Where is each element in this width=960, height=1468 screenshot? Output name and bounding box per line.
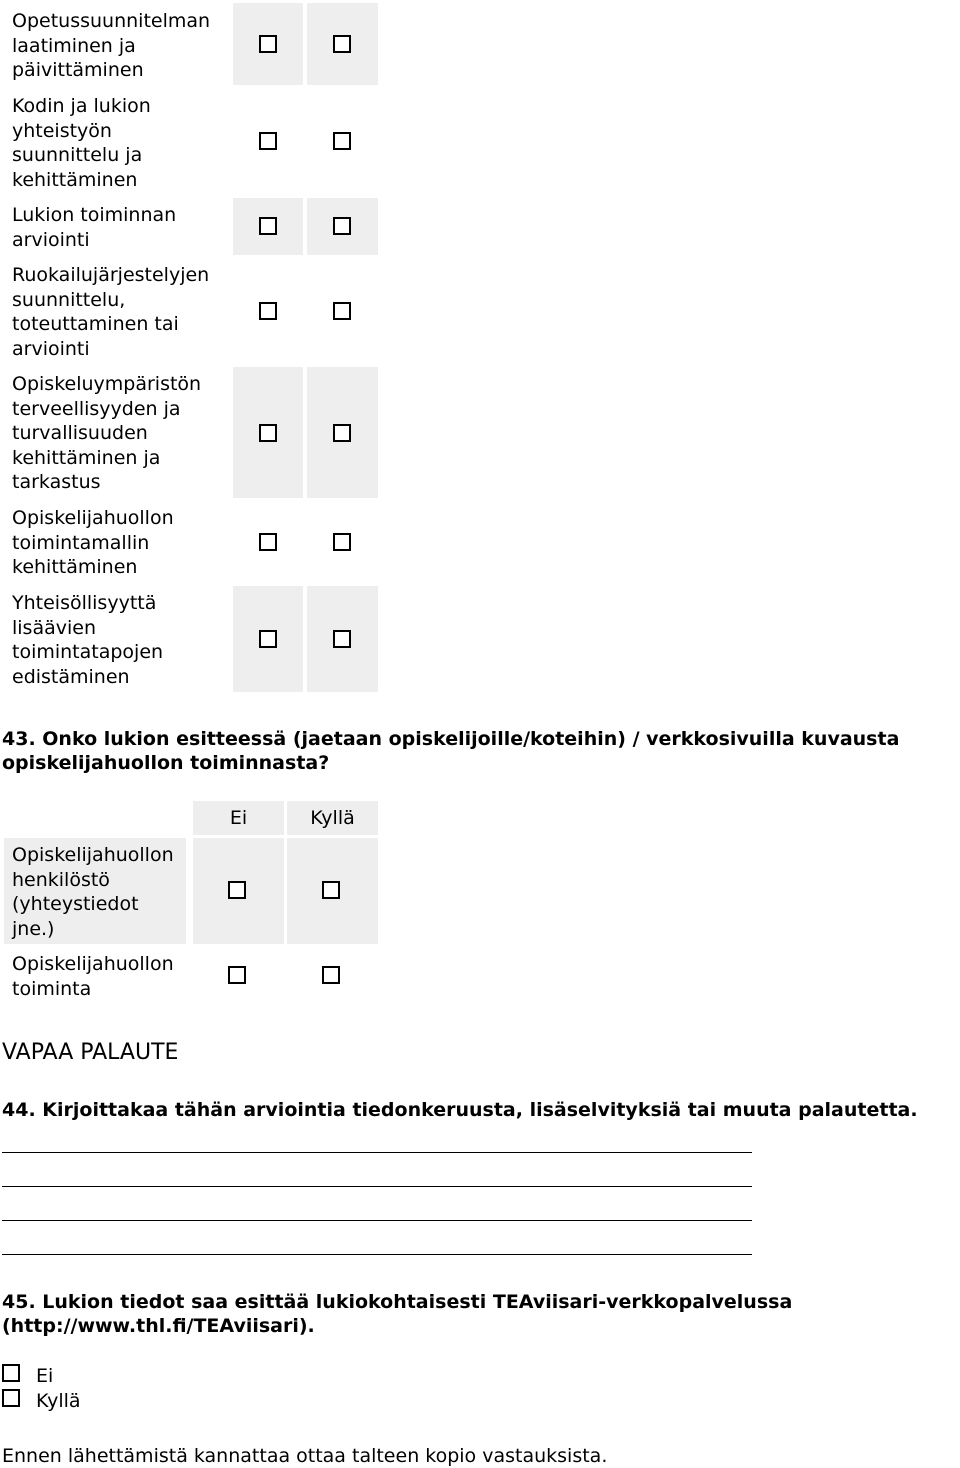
question-43: 43. Onko lukion esitteessä (jaetaan opiskelijoille/koteihin) / verkkosivuilla kuvausta opiskelijahuollon toiminnasta? <box>2 728 900 774</box>
checkbox-kylla[interactable] <box>322 966 340 984</box>
table1-row-label: Opiskeluympäristön terveellisyyden ja turvallisuuden kehittäminen ja tarkastus <box>12 373 202 493</box>
checkbox-ei[interactable] <box>2 1364 20 1382</box>
checkbox[interactable] <box>259 533 277 551</box>
checkbox[interactable] <box>259 302 277 320</box>
answer-line[interactable] <box>2 1254 752 1255</box>
answer-line[interactable] <box>2 1186 752 1187</box>
table1-row-label: Yhteisöllisyyttä lisäävien toimintatapojen edistäminen <box>12 592 164 688</box>
checkbox[interactable] <box>333 35 351 53</box>
table1-row-label: Ruokailujärjestelyjen suunnittelu, toteuttaminen tai arviointi <box>12 264 210 360</box>
checkbox[interactable] <box>333 302 351 320</box>
table1-row-label: Lukion toiminnan arviointi <box>12 204 177 251</box>
table2-row-label: Opiskelijahuollon toiminta <box>12 953 174 1000</box>
checkbox-ei[interactable] <box>228 881 246 899</box>
question-45: 45. Lukion tiedot saa esittää lukiokohtaisesti TEAviisari-verkkopalvelussa (http://www.thl.fi/TEAviisari). <box>2 1291 793 1337</box>
section-title: VAPAA PALAUTE <box>2 1040 179 1065</box>
checkbox[interactable] <box>333 630 351 648</box>
checkbox-kylla[interactable] <box>2 1389 20 1407</box>
checkbox[interactable] <box>259 217 277 235</box>
checkbox[interactable] <box>333 132 351 150</box>
checkbox-kylla[interactable] <box>322 881 340 899</box>
checkbox[interactable] <box>333 217 351 235</box>
checkbox-ei[interactable] <box>228 966 246 984</box>
option-ei-label: Ei <box>36 1365 54 1387</box>
checkbox[interactable] <box>259 630 277 648</box>
column-header-kylla: Kyllä <box>310 807 355 829</box>
table1-row-label: Kodin ja lukion yhteistyön suunnittelu ja kehittäminen <box>12 95 151 191</box>
checkbox[interactable] <box>333 533 351 551</box>
question-44: 44. Kirjoittakaa tähän arviointia tiedonkeruusta, lisäselvityksiä tai muuta palautetta. <box>2 1099 918 1121</box>
table2-row-label: Opiskelijahuollon henkilöstö (yhteystiedot jne.) <box>12 844 174 940</box>
answer-line[interactable] <box>2 1220 752 1221</box>
column-header-ei: Ei <box>229 807 248 829</box>
option-kylla-label: Kyllä <box>36 1390 81 1412</box>
checkbox[interactable] <box>259 35 277 53</box>
table1-row-label: Opiskelijahuollon toimintamallin kehittäminen <box>12 507 174 578</box>
checkbox[interactable] <box>259 424 277 442</box>
footer-note: Ennen lähettämistä kannattaa ottaa talteen kopio vastauksista. <box>2 1445 608 1467</box>
table1-row-label: Opetussuunnitelman laatiminen ja päivittäminen <box>12 10 211 81</box>
checkbox[interactable] <box>333 424 351 442</box>
checkbox[interactable] <box>259 132 277 150</box>
answer-line[interactable] <box>2 1152 752 1153</box>
